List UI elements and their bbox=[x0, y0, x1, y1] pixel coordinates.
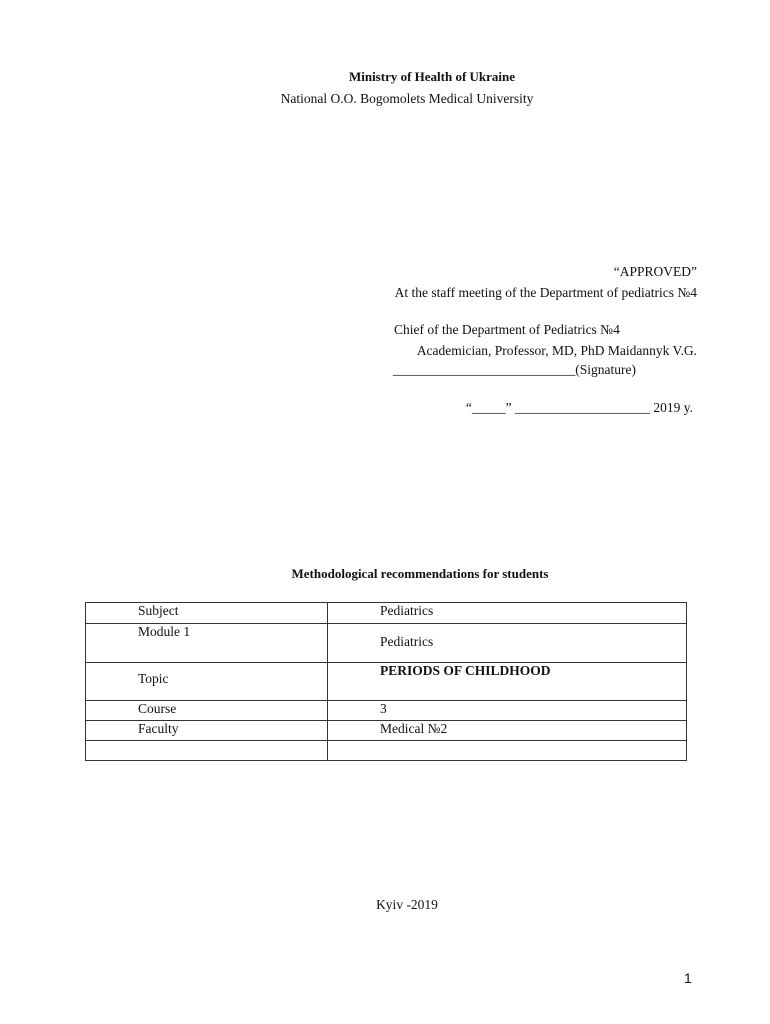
row-label: Subject bbox=[86, 603, 328, 624]
ministry-heading: Ministry of Health of Ukraine bbox=[348, 69, 516, 84]
row-label: Faculty bbox=[86, 721, 328, 741]
row-label bbox=[86, 741, 328, 761]
table-row bbox=[86, 701, 687, 721]
course-info-table bbox=[85, 602, 687, 761]
approved-label: “APPROVED” bbox=[613, 264, 697, 279]
row-value bbox=[328, 741, 687, 761]
row-value: 3 bbox=[328, 701, 687, 721]
row-value: PERIODS OF CHILDHOOD bbox=[328, 663, 687, 701]
row-value: Pediatrics bbox=[328, 603, 687, 624]
row-label: Course bbox=[86, 701, 328, 721]
row-label-cell bbox=[86, 663, 328, 701]
row-label: Module 1 bbox=[86, 624, 328, 663]
table-row bbox=[86, 721, 687, 741]
row-label: Topic bbox=[138, 671, 169, 686]
row-value: Medical №2 bbox=[328, 721, 687, 741]
approval-date-line: “_____” ____________________ 2019 y. bbox=[465, 400, 693, 415]
academician-name: Academician, Professor, MD, PhD Maidannyk V.G. bbox=[416, 343, 697, 358]
table-row bbox=[86, 741, 687, 761]
city-year: Kyiv -2019 bbox=[376, 897, 438, 912]
row-value: Pediatrics bbox=[380, 634, 434, 649]
table-row bbox=[86, 663, 687, 701]
university-name: National O.O. Bogomolets Medical University bbox=[280, 91, 534, 106]
staff-meeting-line: At the staff meeting of the Department of pediatrics №4 bbox=[394, 285, 697, 300]
chief-of-department: Chief of the Department of Pediatrics №4 bbox=[394, 322, 620, 337]
table-row bbox=[86, 624, 687, 663]
page-number: 1 bbox=[684, 970, 692, 986]
table-row bbox=[86, 603, 687, 624]
signature-line: ___________________________(Signature) bbox=[393, 362, 636, 377]
row-value-cell bbox=[328, 624, 687, 663]
document-title: Methodological recommendations for students bbox=[291, 566, 549, 581]
